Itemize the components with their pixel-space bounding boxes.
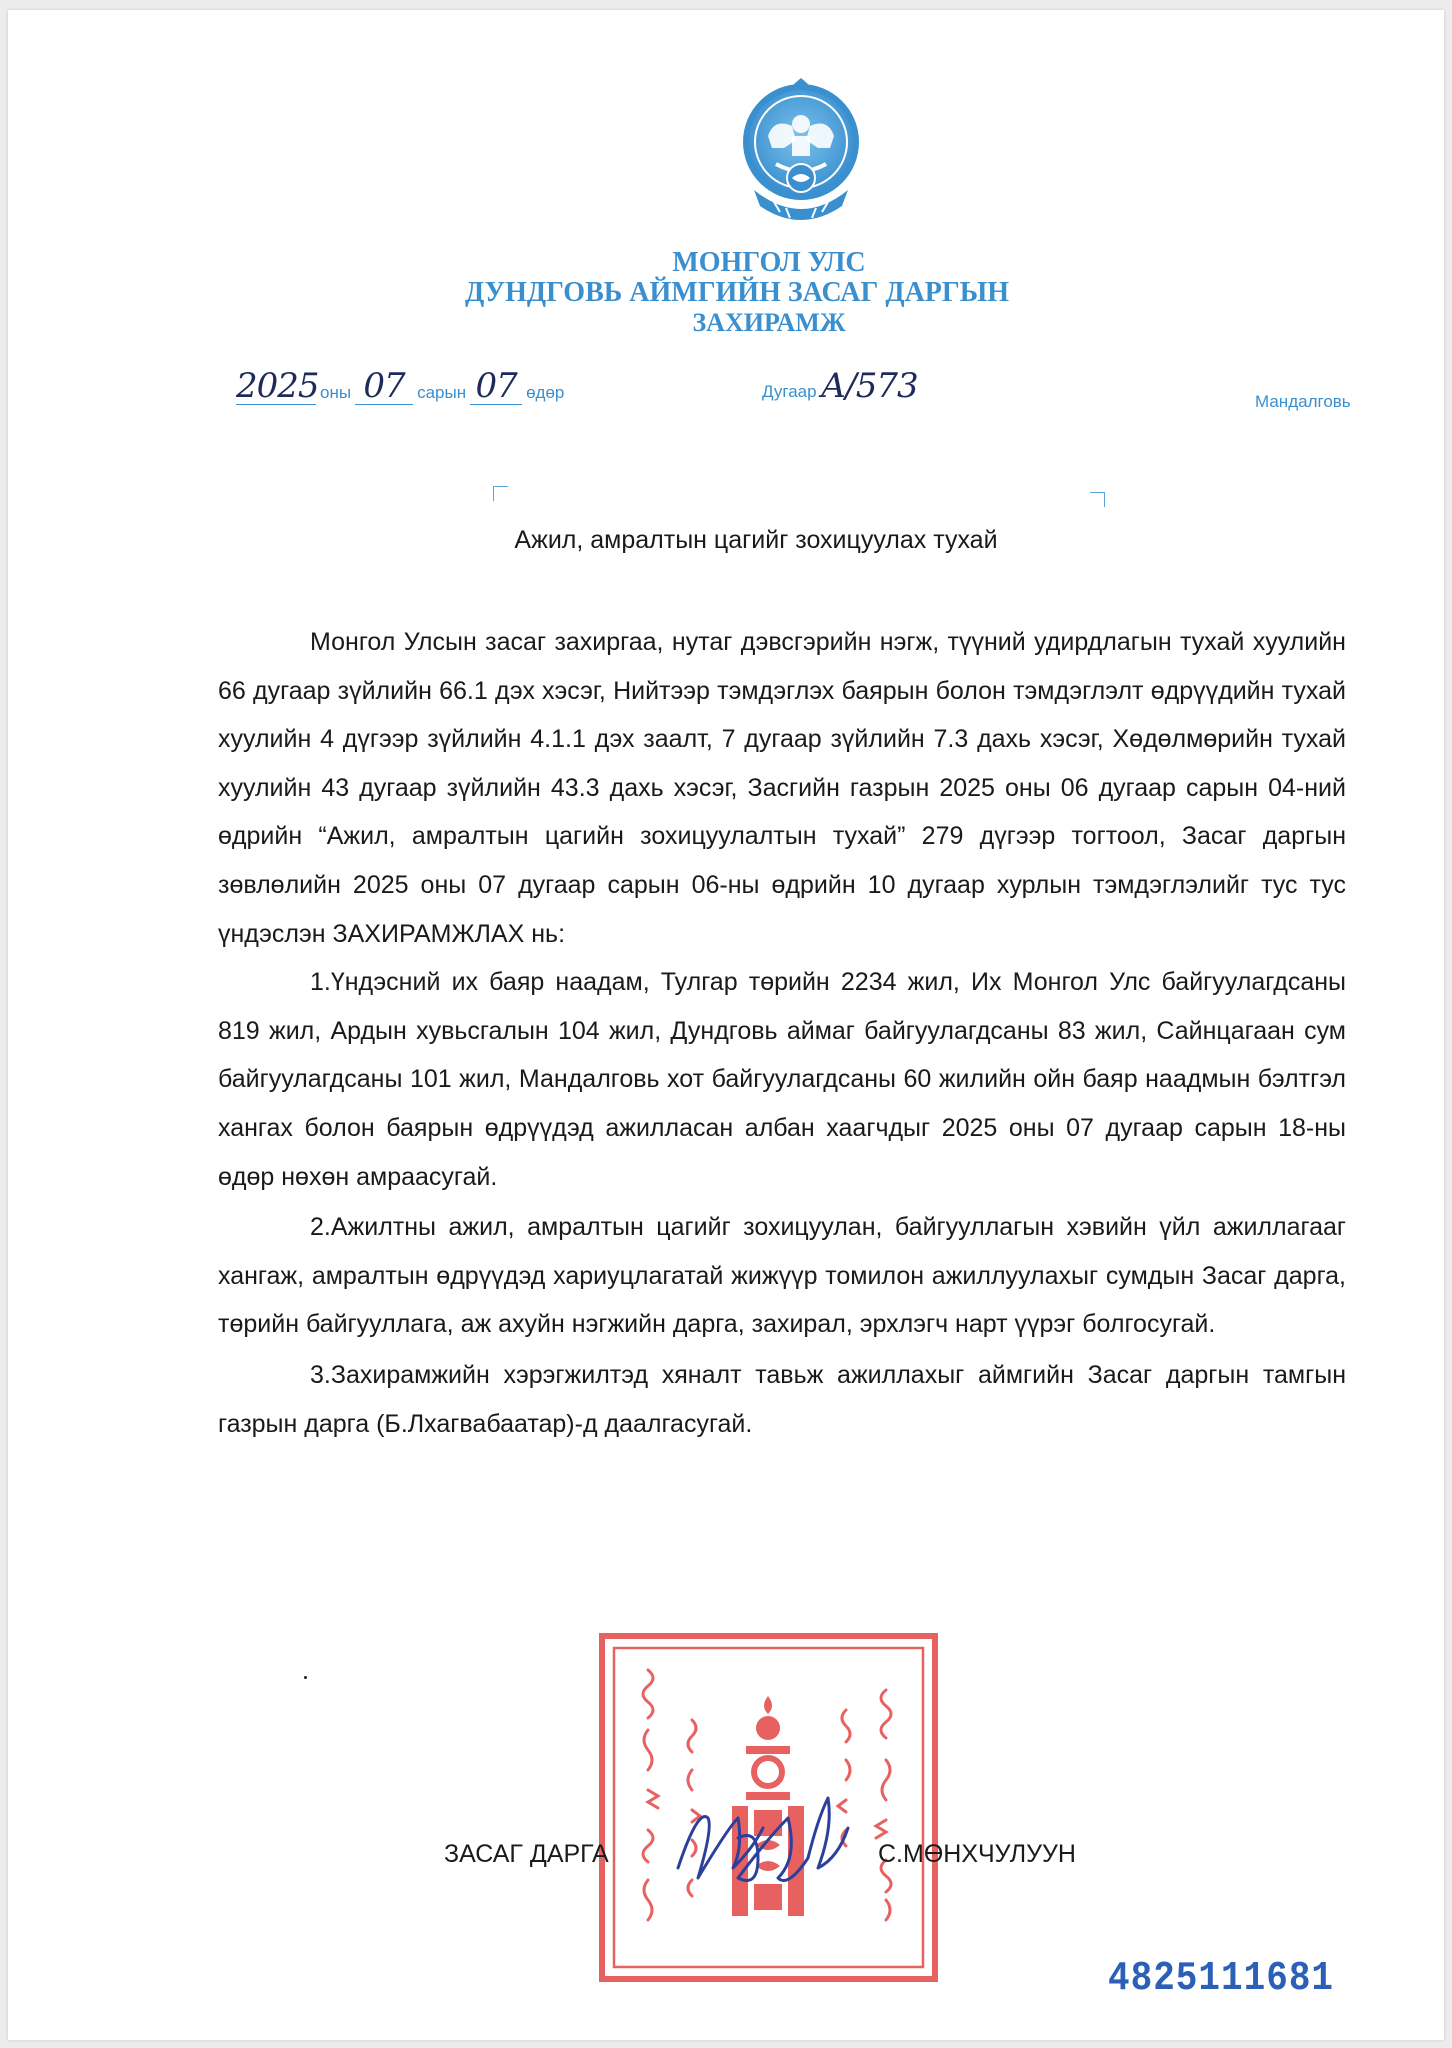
ink-dot [304,1676,307,1679]
preamble-paragraph: Монгол Улсын засаг захиргаа, нутаг дэвсгэрийн нэгж, түүний удирдлагын тухай хуулийн 66 дугаар зүйлийн 66.1 дэх хэсэг, Нийтээр тэмдэглэх баярын болон тэмдэглэлт өдрүүдийн тухай хуулийн 4 дүгээр зүйлийн 4.1.1 дэх заалт, 7 дугаар зүйлийн 7.3 дахь хэсэг, Хөдөлмөрийн тухай хуулийн 43 дугаар зүйлийн 43.3 дахь хэсэг, Засгийн газрын 2025 оны 06 дугаар сарын 04-ний өдрийн “Ажил, амралтын цагийн зохицуулалтын тухай” 279 дүгээр тогтоол, Засаг даргын зөвлөлийн 2025 оны 07 дугаар сарын 06-ны өдрийн 10 дугаар хурлын тэмдэглэлийг тус тус үндэслэн ЗАХИРАМЖЛАХ нь: [218,628,1346,948]
handwritten-signature [668,1768,908,1908]
number-label: Дугаар [762,382,817,401]
number-value: А/573 [820,366,918,406]
header-country: МОНГОЛ УЛС [672,247,866,278]
signatory-name: С.МӨНХЧУЛУУН [878,1840,1076,1868]
document-number [758,366,918,418]
subject-corner-right [1090,492,1105,507]
organization-header [8,248,1444,338]
order-item-2: 2.Ажилтны ажил, амралтын цагийг зохицуулан, байгууллагын хэвийн үйл ажиллагааг хангаж, амралтын өдрүүдэд хариуцлагатай жижүүр томилон ажиллуулахыг сумдын Засаг дарга, төрийн байгууллага, аж ахуйн нэгжийн дарга, захирал, эрхлэгч нарт үүрэг болгосугай. [218,1213,1346,1339]
issue-city: Мандалговь [1255,392,1351,411]
document-date [236,368,568,418]
date-month-label: сарын [417,383,467,402]
state-emblem-icon [734,78,868,228]
document-body [218,618,1346,1448]
header-doc-type: ЗАХИРАМЖ [692,308,846,337]
signatory-title: ЗАСАГ ДАРГА [444,1840,609,1868]
date-year: 2025 [236,366,319,406]
serial-number: 4825111681 [1108,1955,1335,2002]
document-subject: Ажил, амралтын цагийг зохицуулах тухай [514,526,998,554]
subject-corner-left [493,486,508,501]
header-authority: ДУНДГОВЬ АЙМГИЙН ЗАСАГ ДАРГЫН [464,277,1009,308]
order-item-1: 1.Үндэсний их баяр наадам, Тулгар төрийн 2234 жил, Их Монгол Улс байгуулагдсаны 819 жил, Ардын хувьсгалын 104 жил, Дундговь аймаг байгуулагдсаны 83 жил, Сайнцагаан сум байгуулагдсаны 101 жил, Мандалговь хот байгуулагдсаны 60 жилийн ойн баяр наадмын бэлтгэл хангах болон баярын өдрүүдэд ажилласан албан хаагчдыг 2025 оны 07 дугаар сарын 18-ны өдөр нөхөн амраасугай. [218,968,1346,1191]
order-item-3: 3.Захирамжийн хэрэгжилтэд хяналт тавьж ажиллахыг аймгийн Засаг даргын тамгын газрын дарга (Б.Лхагвабаатар)-д даалгасугай. [218,1360,1346,1438]
date-year-label: оны [320,383,352,402]
date-month: 07 [355,368,413,405]
date-day-label: өдөр [526,383,565,402]
document-page [8,10,1444,2040]
date-day: 07 [470,368,522,405]
